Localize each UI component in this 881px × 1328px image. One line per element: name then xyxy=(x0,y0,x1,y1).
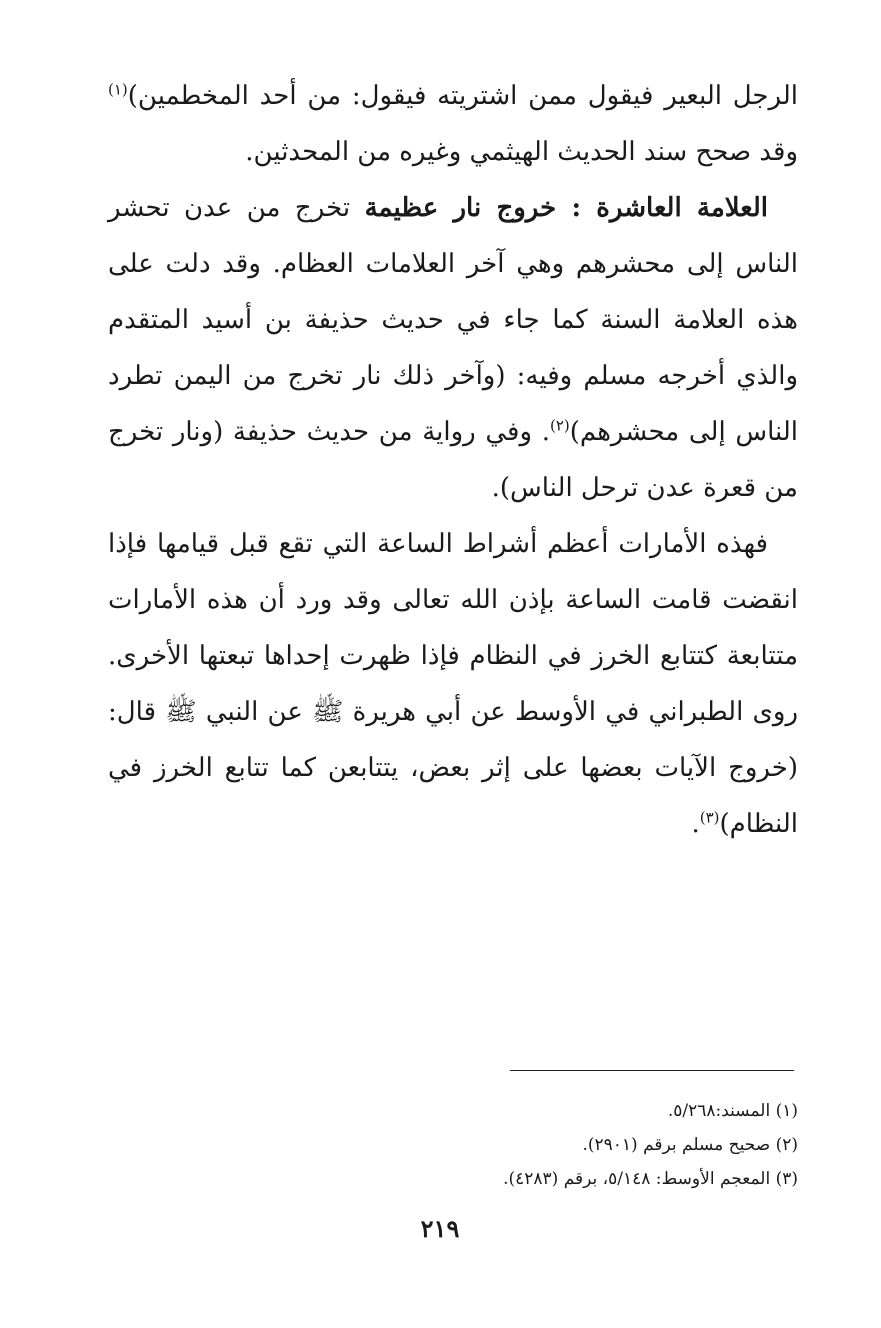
paragraph-3-text-b: . xyxy=(691,809,700,839)
paragraph-2 xyxy=(108,180,798,516)
paragraph-2-text-a: تخرج من عدن تحشر الناس إلى محشرهم وهي آخر العلامات العظام. وقد دلت على هذه العلامة السنة كما جاء في حديث حذيفة بن أسيد المتقدم والذي أخرجه مسلم وفيه: (وآخر ذلك نار تخرج من اليمن تطرد الناس إلى محشرهم) xyxy=(108,193,798,447)
footnote-2: (٢) صحيح مسلم برقم (٢٩٠١). xyxy=(582,1135,798,1155)
main-text xyxy=(108,68,798,852)
footnote-ref-3: (٣) xyxy=(699,808,720,827)
footnote-3: (٣) المعجم الأوسط: ٥/١٤٨، برقم (٤٢٨٣). xyxy=(503,1169,798,1189)
paragraph-1 xyxy=(108,68,798,180)
footnote-ref-1: (١) xyxy=(108,80,128,99)
section-heading: العلامة العاشرة : خروج نار عظيمة xyxy=(364,193,768,223)
footnote-1: (١) المسند:٥/٢٦٨. xyxy=(667,1101,798,1121)
footnotes xyxy=(400,1094,798,1196)
paragraph-3-text-a: فهذه الأمارات أعظم أشراط الساعة التي تقع قبل قيامها فإذا انقضت قامت الساعة بإذن الله تعالى وقد ورد أن هذه الأمارات متتابعة كتتابع الخرز في النظام فإذا ظهرت إحداها تبعتها الأخرى. روى الطبراني في الأوسط عن أبي هريرة ﷺ عن النبي ﷺ قال: (خروج الآيات بعضها على إثر بعض، يتتابعن كما تتابع الخرز في النظام) xyxy=(108,529,798,839)
footnote-ref-2: (٢) xyxy=(549,416,570,435)
page-number: ٢١٩ xyxy=(420,1214,460,1243)
paragraph-1-text-b: وقد صحح سند الحديث الهيثمي وغيره من المحدثين. xyxy=(245,137,798,167)
footnote-separator xyxy=(510,1070,794,1071)
paragraph-2-text-b: . وفي رواية من حديث حذيفة (ونار تخرج من قعرة عدن ترحل الناس). xyxy=(108,417,798,503)
paragraph-3 xyxy=(108,516,798,852)
paragraph-1-text-a: الرجل البعير فيقول ممن اشتريته فيقول: من أحد المخطمين) xyxy=(127,81,798,111)
